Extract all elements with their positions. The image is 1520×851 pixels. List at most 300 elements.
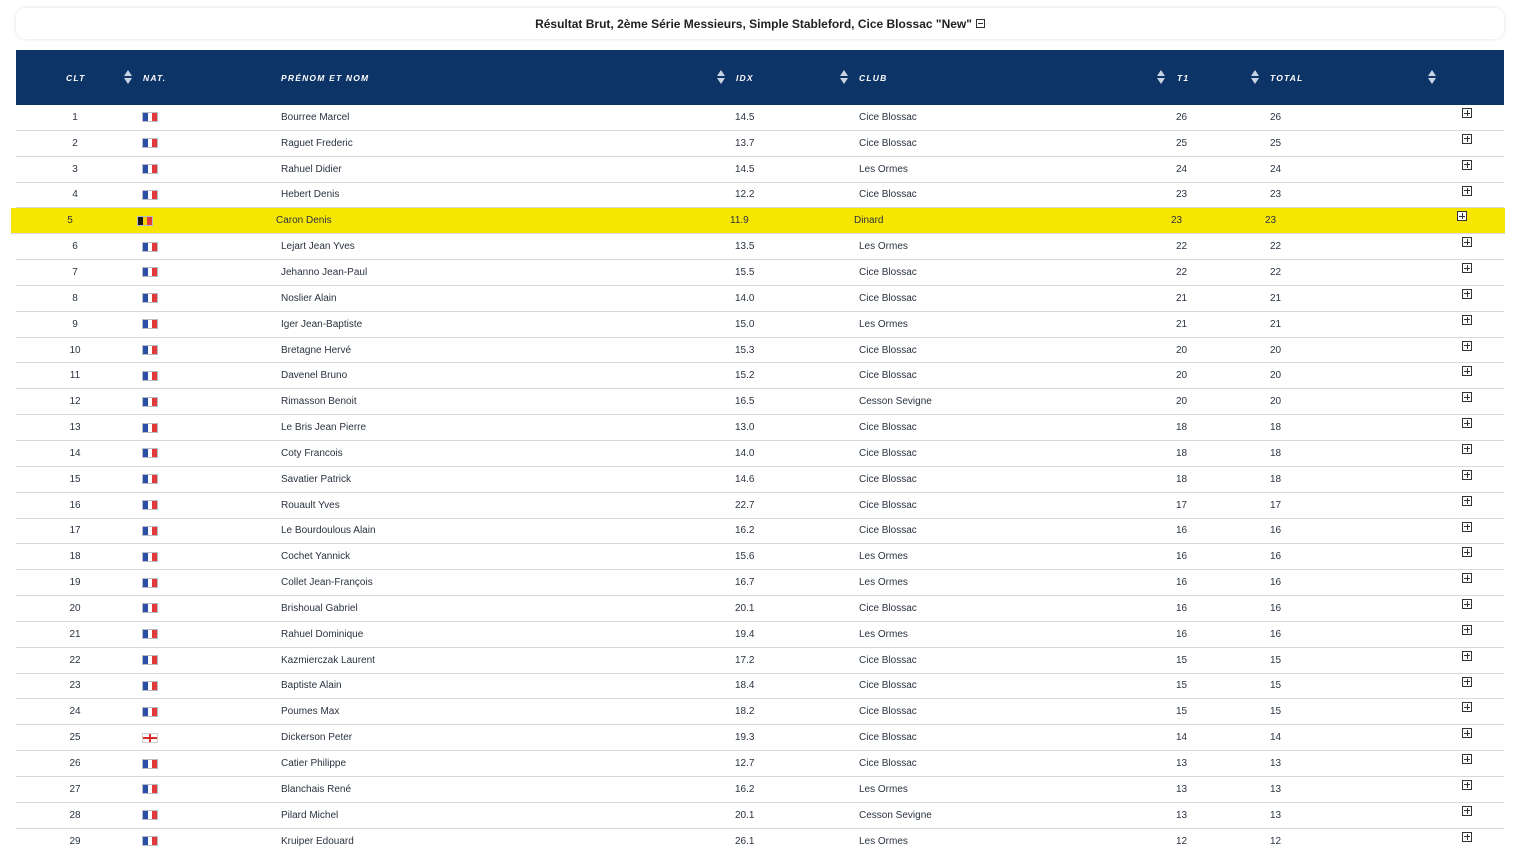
rank-cell: 15 (69, 473, 81, 485)
t1-score-cell: 13 (1176, 809, 1188, 821)
expand-cell (1462, 699, 1472, 724)
france-flag-icon (142, 759, 158, 769)
rank-cell: 9 (72, 318, 78, 330)
index-cell: 14.6 (735, 473, 755, 485)
expand-plus-icon[interactable] (1462, 418, 1472, 428)
club-cell: Cice Blossac (859, 758, 917, 770)
rank-cell: 23 (69, 680, 81, 692)
results-title-bar (16, 8, 1504, 39)
total-score-cell: 16 (1270, 577, 1282, 589)
table-row[interactable] (16, 363, 1504, 389)
club-cell: Cesson Sevigne (859, 396, 932, 408)
index-cell: 16.7 (735, 577, 755, 589)
france-flag-icon (142, 474, 158, 484)
expand-plus-icon[interactable] (1462, 444, 1472, 454)
total-score-cell: 23 (1265, 215, 1277, 227)
expand-cell (1462, 596, 1472, 621)
expand-cell (1462, 286, 1472, 311)
expand-plus-icon[interactable] (1462, 702, 1472, 712)
expand-cell (1462, 519, 1472, 544)
expand-plus-icon[interactable] (1462, 289, 1472, 299)
table-row[interactable] (16, 312, 1504, 338)
index-cell: 15.3 (735, 344, 755, 356)
table-row[interactable] (16, 622, 1504, 648)
rank-cell: 24 (69, 706, 81, 718)
player-name-cell: Caron Denis (276, 215, 332, 227)
total-score-cell: 20 (1270, 370, 1282, 382)
nationality-cell (142, 338, 158, 363)
england-flag-icon (142, 733, 158, 743)
index-cell: 22.7 (735, 499, 755, 511)
expand-plus-icon[interactable] (1457, 211, 1467, 221)
t1-score-cell: 15 (1176, 680, 1188, 692)
total-score-cell: 15 (1270, 680, 1282, 692)
t1-score-cell: 18 (1176, 422, 1188, 434)
total-score-cell: 13 (1270, 809, 1282, 821)
rank-cell: 13 (69, 422, 81, 434)
expand-plus-icon[interactable] (1462, 315, 1472, 325)
france-flag-icon (142, 836, 158, 846)
player-name-cell: Lejart Jean Yves (281, 241, 355, 253)
nationality-cell (142, 493, 158, 518)
club-cell: Cice Blossac (859, 499, 917, 511)
france-flag-icon (142, 578, 158, 588)
club-cell: Les Ormes (859, 577, 908, 589)
total-score-cell: 18 (1270, 473, 1282, 485)
rank-cell: 2 (72, 137, 78, 149)
player-name-cell: Bretagne Hervé (281, 344, 352, 356)
rank-cell: 12 (69, 396, 81, 408)
player-name-cell: Dickerson Peter (281, 732, 353, 744)
t1-score-cell: 15 (1176, 654, 1188, 666)
player-name-cell: Savatier Patrick (281, 473, 352, 485)
total-score-cell: 22 (1270, 241, 1282, 253)
expand-cell (1462, 234, 1472, 259)
index-cell: 16.2 (735, 525, 755, 537)
table-row[interactable] (16, 234, 1504, 260)
rank-cell: 10 (69, 344, 81, 356)
player-name-cell: Kruiper Edouard (281, 835, 354, 847)
total-score-cell: 21 (1270, 318, 1282, 330)
total-score-cell: 26 (1270, 111, 1282, 123)
france-flag-icon (142, 423, 158, 433)
table-row[interactable] (16, 570, 1504, 596)
nationality-cell (142, 725, 158, 750)
expand-cell (1462, 467, 1472, 492)
rank-cell: 16 (69, 499, 81, 511)
expand-plus-icon[interactable] (1462, 237, 1472, 247)
player-name-cell: Baptiste Alain (281, 680, 342, 692)
total-score-cell: 13 (1270, 758, 1282, 770)
nationality-cell (142, 570, 158, 595)
club-cell: Cice Blossac (859, 706, 917, 718)
total-score-cell: 20 (1270, 396, 1282, 408)
player-name-cell: Poumes Max (281, 706, 340, 718)
france-flag-icon (142, 810, 158, 820)
table-row[interactable] (16, 467, 1504, 493)
expand-plus-icon[interactable] (1462, 625, 1472, 635)
rank-cell: 29 (69, 835, 81, 847)
club-cell: Les Ormes (859, 241, 908, 253)
club-cell: Cice Blossac (859, 447, 917, 459)
table-row[interactable] (16, 441, 1504, 467)
table-row[interactable] (16, 803, 1504, 829)
table-row[interactable] (16, 131, 1504, 157)
nationality-cell (142, 157, 158, 182)
table-row[interactable] (16, 596, 1504, 622)
t1-score-cell: 16 (1176, 577, 1188, 589)
expand-cell (1457, 208, 1467, 233)
index-cell: 18.4 (735, 680, 755, 692)
club-cell: Cice Blossac (859, 732, 917, 744)
club-cell: Les Ormes (859, 783, 908, 795)
player-name-cell: Le Bris Jean Pierre (281, 422, 367, 434)
expand-plus-icon[interactable] (1462, 547, 1472, 557)
total-score-cell: 25 (1270, 137, 1282, 149)
rank-cell: 26 (69, 758, 81, 770)
expand-cell (1462, 829, 1472, 851)
expand-cell (1462, 389, 1472, 414)
index-cell: 20.1 (735, 809, 755, 821)
france-flag-icon (142, 371, 158, 381)
nationality-cell (142, 596, 158, 621)
rank-cell: 14 (69, 447, 81, 459)
table-row[interactable] (16, 519, 1504, 545)
nationality-cell (142, 131, 158, 156)
france-flag-icon (142, 242, 158, 252)
total-score-cell: 13 (1270, 783, 1282, 795)
total-score-cell: 23 (1270, 189, 1282, 201)
expand-cell (1462, 622, 1472, 647)
nationality-cell (142, 441, 158, 466)
nationality-cell (142, 648, 158, 673)
expand-cell (1462, 777, 1472, 802)
index-cell: 15.2 (735, 370, 755, 382)
table-row[interactable] (16, 544, 1504, 570)
expand-cell (1462, 338, 1472, 363)
table-row[interactable] (16, 105, 1504, 131)
club-cell: Cice Blossac (859, 422, 917, 434)
player-name-cell: Raguet Frederic (281, 137, 353, 149)
t1-score-cell: 18 (1176, 473, 1188, 485)
column-header-club[interactable]: CLUB (859, 72, 888, 83)
club-cell: Cice Blossac (859, 292, 917, 304)
expand-cell (1462, 648, 1472, 673)
results-title: Résultat Brut, 2ème Série Messieurs, Simple Stableford, Cice Blossac "New" (535, 16, 972, 31)
expand-cell (1462, 441, 1472, 466)
player-name-cell: Jehanno Jean-Paul (281, 266, 368, 278)
club-cell: Cice Blossac (859, 266, 917, 278)
france-flag-icon (142, 707, 158, 717)
expand-plus-icon[interactable] (1462, 392, 1472, 402)
index-cell: 19.3 (735, 732, 755, 744)
table-row[interactable] (16, 777, 1504, 803)
results-table (16, 50, 1504, 851)
france-flag-icon (142, 345, 158, 355)
club-cell: Les Ormes (859, 318, 908, 330)
t1-score-cell: 26 (1176, 111, 1188, 123)
expand-plus-icon[interactable] (1462, 754, 1472, 764)
nationality-cell (142, 467, 158, 492)
index-cell: 17.2 (735, 654, 755, 666)
column-header-total[interactable]: TOTAL (1270, 72, 1304, 83)
player-name-cell: Rahuel Didier (281, 163, 342, 175)
rank-cell: 20 (69, 602, 81, 614)
expand-plus-icon[interactable] (1462, 108, 1472, 118)
t1-score-cell: 22 (1176, 266, 1188, 278)
expand-cell (1462, 363, 1472, 388)
table-row[interactable] (16, 415, 1504, 441)
club-cell: Cice Blossac (859, 111, 917, 123)
nationality-cell (142, 803, 158, 828)
table-row[interactable] (16, 699, 1504, 725)
player-name-cell: Catier Philippe (281, 758, 347, 770)
nationality-cell (142, 260, 158, 285)
player-name-cell: Coty Francois (281, 447, 343, 459)
index-cell: 16.2 (735, 783, 755, 795)
t1-score-cell: 16 (1176, 602, 1188, 614)
index-cell: 20.1 (735, 602, 755, 614)
player-name-cell: Brishoual Gabriel (281, 602, 358, 614)
expand-plus-icon[interactable] (1462, 832, 1472, 842)
t1-score-cell: 20 (1176, 396, 1188, 408)
player-name-cell: Rimasson Benoit (281, 396, 357, 408)
nationality-cell (142, 699, 158, 724)
index-cell: 15.5 (735, 266, 755, 278)
index-cell: 15.6 (735, 551, 755, 563)
rank-cell: 8 (72, 292, 78, 304)
index-cell: 14.0 (735, 447, 755, 459)
total-score-cell: 16 (1270, 602, 1282, 614)
rank-cell: 6 (72, 241, 78, 253)
expand-plus-icon[interactable] (1462, 160, 1472, 170)
france-flag-icon (142, 319, 158, 329)
t1-score-cell: 21 (1176, 318, 1188, 330)
total-score-cell: 20 (1270, 344, 1282, 356)
t1-score-cell: 15 (1176, 706, 1188, 718)
expand-plus-icon[interactable] (1462, 677, 1472, 687)
total-score-cell: 14 (1270, 732, 1282, 744)
table-row[interactable] (16, 338, 1504, 364)
rank-cell: 19 (69, 577, 81, 589)
player-name-cell: Rouault Yves (281, 499, 340, 511)
nationality-cell (142, 234, 158, 259)
column-header-name[interactable]: PRÉNOM ET NOM (281, 72, 370, 83)
column-header-nat[interactable]: NAT. (143, 72, 167, 83)
expand-plus-icon[interactable] (1462, 780, 1472, 790)
t1-score-cell: 23 (1171, 215, 1183, 227)
france-flag-icon (142, 784, 158, 794)
nationality-cell (142, 674, 158, 699)
expand-plus-icon[interactable] (1462, 806, 1472, 816)
player-name-cell: Collet Jean-François (281, 577, 373, 589)
nationality-cell (142, 544, 158, 569)
player-name-cell: Blanchais René (281, 783, 352, 795)
player-name-cell: Iger Jean-Baptiste (281, 318, 363, 330)
club-cell: Cice Blossac (859, 473, 917, 485)
expand-plus-icon[interactable] (1462, 573, 1472, 583)
table-row[interactable] (11, 208, 1505, 234)
expand-cell (1462, 674, 1472, 699)
club-cell: Les Ormes (859, 163, 908, 175)
sort-t1-icon[interactable] (1251, 70, 1259, 85)
expand-cell (1462, 493, 1472, 518)
t1-score-cell: 16 (1176, 551, 1188, 563)
club-cell: Cice Blossac (859, 344, 917, 356)
table-row[interactable] (16, 389, 1504, 415)
table-row[interactable] (16, 725, 1504, 751)
expand-plus-icon[interactable] (1462, 522, 1472, 532)
t1-score-cell: 24 (1176, 163, 1188, 175)
t1-score-cell: 16 (1176, 525, 1188, 537)
column-header-t1[interactable]: T1 (1177, 72, 1190, 83)
nationality-cell (142, 415, 158, 440)
t1-score-cell: 20 (1176, 344, 1188, 356)
france-flag-icon (142, 267, 158, 277)
rank-cell: 3 (72, 163, 78, 175)
t1-score-cell: 21 (1176, 292, 1188, 304)
player-name-cell: Cochet Yannick (281, 551, 351, 563)
club-cell: Dinard (854, 215, 884, 227)
player-name-cell: Hebert Denis (281, 189, 340, 201)
nationality-cell (142, 312, 158, 337)
total-score-cell: 22 (1270, 266, 1282, 278)
t1-score-cell: 22 (1176, 241, 1188, 253)
table-row[interactable] (16, 648, 1504, 674)
club-cell: Cice Blossac (859, 680, 917, 692)
total-score-cell: 18 (1270, 447, 1282, 459)
t1-score-cell: 14 (1176, 732, 1188, 744)
club-cell: Cice Blossac (859, 370, 917, 382)
france-flag-icon (142, 603, 158, 613)
table-row[interactable] (16, 260, 1504, 286)
club-cell: Cice Blossac (859, 525, 917, 537)
t1-score-cell: 18 (1176, 447, 1188, 459)
index-cell: 15.0 (735, 318, 755, 330)
total-score-cell: 16 (1270, 551, 1282, 563)
table-row[interactable] (16, 674, 1504, 700)
index-cell: 14.5 (735, 163, 755, 175)
collapse-icon[interactable] (976, 19, 985, 28)
table-row[interactable] (16, 751, 1504, 777)
table-row[interactable] (16, 286, 1504, 312)
rank-cell: 4 (72, 189, 78, 201)
player-name-cell: Davenel Bruno (281, 370, 348, 382)
column-header-idx[interactable]: IDX (736, 72, 754, 83)
expand-plus-icon[interactable] (1462, 651, 1472, 661)
sort-name-icon[interactable] (717, 70, 725, 85)
france-flag-icon (142, 681, 158, 691)
index-cell: 13.7 (735, 137, 755, 149)
expand-cell (1462, 570, 1472, 595)
table-header (16, 50, 1504, 105)
rank-cell: 28 (69, 809, 81, 821)
france-flag-icon (142, 293, 158, 303)
expand-plus-icon[interactable] (1462, 263, 1472, 273)
expand-cell (1462, 312, 1472, 337)
france-flag-icon (142, 500, 158, 510)
expand-plus-icon[interactable] (1462, 599, 1472, 609)
index-cell: 16.5 (735, 396, 755, 408)
expand-cell (1462, 157, 1472, 182)
expand-plus-icon[interactable] (1462, 186, 1472, 196)
expand-cell (1462, 803, 1472, 828)
sort-total-icon[interactable] (1428, 70, 1436, 85)
index-cell: 13.5 (735, 241, 755, 253)
france-flag-icon (142, 397, 158, 407)
index-cell: 11.9 (730, 215, 749, 227)
expand-cell (1462, 544, 1472, 569)
table-row[interactable] (16, 493, 1504, 519)
sort-idx-icon[interactable] (840, 70, 848, 85)
france-flag-icon (142, 655, 158, 665)
nationality-cell (142, 389, 158, 414)
total-score-cell: 16 (1270, 525, 1282, 537)
index-cell: 13.0 (735, 422, 755, 434)
total-score-cell: 15 (1270, 654, 1282, 666)
france-flag-icon (142, 448, 158, 458)
expand-plus-icon[interactable] (1462, 728, 1472, 738)
nationality-cell (142, 183, 158, 208)
t1-score-cell: 12 (1176, 835, 1188, 847)
nationality-cell (142, 777, 158, 802)
index-cell: 18.2 (735, 706, 755, 718)
total-score-cell: 16 (1270, 628, 1282, 640)
expand-cell (1462, 131, 1472, 156)
expand-plus-icon[interactable] (1462, 470, 1472, 480)
sort-rank-icon[interactable] (124, 70, 132, 85)
france-flag-icon (142, 526, 158, 536)
rank-cell: 21 (69, 628, 81, 640)
player-name-cell: Pilard Michel (281, 809, 339, 821)
nationality-cell (142, 363, 158, 388)
t1-score-cell: 13 (1176, 783, 1188, 795)
t1-score-cell: 25 (1176, 137, 1188, 149)
sort-club-icon[interactable] (1157, 70, 1165, 85)
t1-score-cell: 13 (1176, 758, 1188, 770)
rank-cell: 11 (69, 370, 81, 382)
nationality-cell (142, 751, 158, 776)
index-cell: 19.4 (735, 628, 755, 640)
expand-cell (1462, 183, 1472, 208)
table-row[interactable] (16, 157, 1504, 183)
index-cell: 14.0 (735, 292, 755, 304)
france-flag-icon (142, 138, 158, 148)
column-header-rank[interactable]: CLT (66, 72, 86, 83)
expand-plus-icon[interactable] (1462, 341, 1472, 351)
table-row[interactable] (16, 829, 1504, 851)
expand-cell (1462, 260, 1472, 285)
table-body (16, 105, 1504, 851)
total-score-cell: 12 (1270, 835, 1282, 847)
club-cell: Les Ormes (859, 835, 908, 847)
france-flag-icon (142, 629, 158, 639)
expand-plus-icon[interactable] (1462, 366, 1472, 376)
club-cell: Cice Blossac (859, 189, 917, 201)
expand-cell (1462, 105, 1472, 130)
expand-plus-icon[interactable] (1462, 134, 1472, 144)
t1-score-cell: 23 (1176, 189, 1188, 201)
player-name-cell: Noslier Alain (281, 292, 337, 304)
nationality-cell (142, 519, 158, 544)
rank-cell: 1 (72, 111, 78, 123)
table-row[interactable] (16, 183, 1504, 209)
total-score-cell: 24 (1270, 163, 1282, 175)
nationality-cell (142, 829, 158, 851)
expand-plus-icon[interactable] (1462, 496, 1472, 506)
total-score-cell: 15 (1270, 706, 1282, 718)
rank-cell: 25 (69, 732, 81, 744)
